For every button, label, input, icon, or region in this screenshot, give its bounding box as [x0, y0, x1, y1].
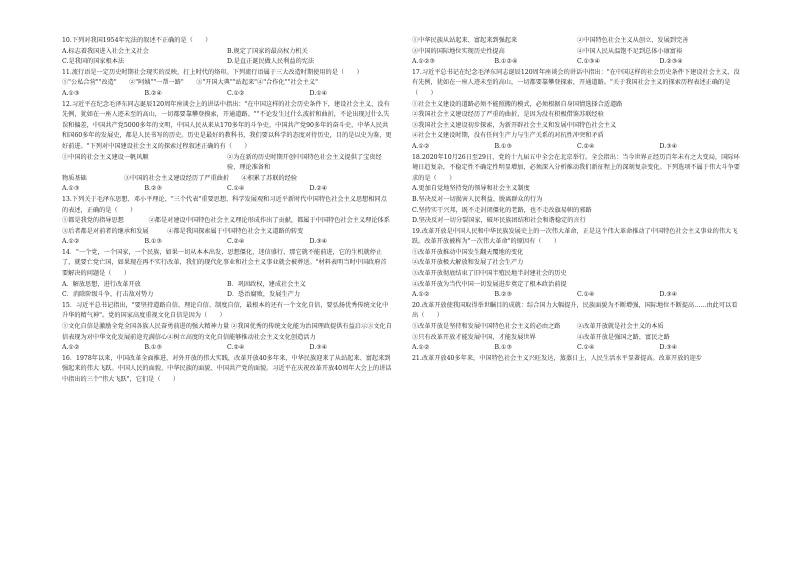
answer-options	[62, 237, 392, 248]
answer-options	[62, 89, 392, 100]
answer-option: C.①④	[227, 185, 245, 193]
answer-option: C.①④	[577, 291, 595, 299]
question-text: 14．"一个党，一个国家，一个民族，如果一切从本本出发，思想僵化，迷信盛行，那它就不能前进，它的生机就停止了，就要亡党亡国，如果现在再不实行改革，我们的现代化事业和社会主义事业就会被葬送。"材料表明当时中国政府首要解决的问题是（ ）	[62, 248, 387, 278]
right-column	[412, 36, 742, 364]
question-text: 17.习近平总书记在纪念毛泽东同志诞辰120周年座谈会的讲话中指出："在中国这样的社会历史条件下建设社会主义，没有先例，犹如在一座人迹未至的高山，一切都要靠攀登探索，开通道路。"关于我国社会主义的探索历程表述正确的是（ ）	[412, 68, 740, 97]
answer-option: C.是我国的国家根本法	[62, 58, 125, 66]
question-text: ①改革开放推动中国发生翻天覆地的变化	[412, 248, 524, 256]
answer-option: C.②④	[227, 344, 245, 352]
answer-option: D.①④	[309, 89, 328, 97]
answer-option: B.②④	[144, 89, 163, 97]
answer-options	[412, 343, 742, 354]
question-text: ④改革开放为当代中国一切发展进步奠定了根本政治前提	[412, 280, 567, 288]
question-text: ②我国社会主义建设经历了严重的曲折，是因为没有积极借鉴苏联经验	[412, 111, 604, 119]
answer-option: B.①②④	[494, 58, 518, 66]
answer-option: A.①②	[62, 238, 80, 246]
question-text: C.坚持实干兴邦，既不走封闭僵化的老路，也不走改旗易帜的邪路	[412, 206, 592, 214]
answer-option: D.②③④	[659, 58, 683, 66]
answer-option: B.②③	[494, 291, 513, 299]
answer-option: A．解放思想，进行改革开放	[62, 280, 141, 288]
answer-option: A.①②	[62, 344, 80, 352]
answer-option: ②改革开放就是社会主义的本质	[577, 323, 664, 331]
question-text: 13.下列关于毛泽东思想、邓小平理论、"三个代表"重要思想、科学发展观和习近平新时代中国特色社会主义思想相同点的表述，正确的是（ ）	[62, 195, 387, 214]
answer-options	[412, 290, 742, 301]
answer-options	[62, 280, 392, 291]
answer-option: B.①③	[494, 142, 513, 150]
answer-option: D.是直正诞民做人民利益的宪法	[227, 58, 315, 66]
question-text: ②改革开放极大解放和发展了社会生产力	[412, 259, 524, 267]
answer-option: C.①③④	[577, 58, 601, 66]
answer-option: ③只有改革开放才能发展中国，才能发展世界	[412, 333, 536, 341]
answer-option: ④改革开放是强国之路，富民之路	[577, 333, 670, 341]
answer-option: A.①③	[62, 89, 80, 97]
answer-option: C.②④	[577, 142, 595, 150]
answer-option: C.①④	[577, 344, 595, 352]
answer-options	[412, 142, 742, 153]
answer-options	[412, 47, 742, 58]
answer-options	[62, 290, 392, 301]
answer-option: ③中国的国际地位实现历史性提高	[412, 47, 505, 55]
answer-option: A.①②③	[412, 58, 436, 66]
answer-option: D.③④	[309, 344, 328, 352]
answer-option: C.②④	[227, 238, 245, 246]
answer-options	[412, 36, 742, 47]
answer-option: ①改革开放是坚持和发展中国特色社会主义的必由之路	[412, 323, 561, 331]
answer-option: A.①②	[412, 291, 430, 299]
answer-option: B.规定了国家的最高权力机关	[227, 47, 308, 55]
question-text: B.坚决反对一切损害人民利益、脱离群众的行为	[412, 195, 543, 203]
answer-option: D.③④	[659, 291, 678, 299]
question-text: 16．1978年以来，中国改革全面推进，对外开放的伟大实践，改革开放40多年来，中华民族迎来了从站起来、富起来到强起来的伟大飞跃。中国人民的面貌、中华民族的面貌、中国共产党的面貌。习近平在庆祝改革开放40周年大会上的讲话中指出的三个"伟大飞跃"，它们是（ ）	[62, 354, 392, 383]
answer-option: A.①③	[62, 185, 80, 193]
answer-option: A.①②	[412, 142, 430, 150]
question-text: 15．习近平总书记指出，"要坚持道路自信、理论自信、制度自信，最根本的还有一个文化自信，要弘扬优秀传统文化中升华的精气神"。党的国家高度重视文化自信是因为（ ）	[62, 301, 389, 320]
left-column	[62, 36, 403, 386]
question-text: 12.习近平在纪念毛泽东同志诞辰120周年座谈会上的讲话中指出："在中国这样的社会历史条件下，建设社会主义，没有先例，犹如在一座人迹未至的高山，一切都要靠攀登摸索，开通道路。""不论发生过什么波折和曲折，不论出现过什么失误和偏差，中国共产党5000多年的文明，中国人民从来从170多年的斗争史，中国共产党90多年的奋斗史，中华人民共和国60多年的发展史，都是人民书写的历史。历史是最好的教科书，我们要以科学的态度对待历史，目的是以史为鉴，更好前进。"下列对中国建设社会主义的探索过程叙述正确的有（ ）	[62, 100, 392, 150]
answer-option: ②中国特色社会主义从创立、发展到完善	[577, 37, 689, 44]
answer-option: A.标志着我国进入社会主义社会	[62, 47, 149, 55]
answer-option: D.③④	[309, 238, 328, 246]
question-text: ③我国社会主义建设初步探索，为新开辟社会主义和发展中国特色社会主义	[412, 121, 617, 129]
answer-option: D.③④	[659, 142, 678, 150]
question-text: 20.改革开放使我国取得举世瞩目的成就：综合国力大幅提升，民族面貌为不断增强，国际地位不断提高……由此可以看出（ ）	[412, 301, 738, 320]
question-text: A.更加自觉地坚持党的领导和社会主义制度	[412, 185, 530, 193]
answer-option: D.③④	[659, 344, 678, 352]
question-text: ④社会主义建设时期，没有任何生产力与生产关系的对抗性冲突和矛盾	[412, 132, 604, 140]
question-text: 21.改革开放40多年来，中国特色社会主义兴旺发达，蒸蒸日上，人民生活水平显著提高。改革开放的迎步	[412, 354, 702, 362]
question-text: ①文化自信是激励全党全国各族人民奋勇前进的强大精神力量 ②我国优秀的传统文化能为治国理政提供有益启示③文化自信表现为对中华文化发展前途充满信心④树立高度的文化自信能够推动社会主义文化创造活力	[62, 323, 392, 341]
answer-options	[412, 333, 742, 344]
question-text: 11.流行语是一定历史时期社会现实的反映，打上时代的烙印。下列流行语属于三大改造时期使用的是（ ）	[62, 68, 363, 76]
answer-options	[62, 57, 392, 68]
answer-option: B.②③	[144, 185, 163, 193]
question-text: ③改革开放彻底结束了旧中国半殖民地半封建社会的历史	[412, 270, 567, 278]
answer-option: B.①③	[144, 344, 163, 352]
answer-options	[412, 57, 742, 68]
answer-option: ①中国的社会主义建设一帆风顺	[62, 153, 149, 161]
answer-options	[62, 153, 392, 174]
question-text: 18.2020年10月26日至29日，党的十九届五中全会在北京举行。全会指出：当今世界正经历百年未有之大变局，国际环境日趋复杂，不稳定性不确定性明显增加，必须深入分析推动我们新征程上的深刻复杂变化。下列选项不属于伟大斗争要求的是（ ）	[412, 153, 740, 182]
answer-options	[62, 47, 392, 58]
answer-option: D.②④	[309, 185, 328, 193]
answer-option: D．恐治腐败，发展生产力	[227, 291, 301, 299]
answer-options	[62, 184, 392, 195]
answer-option: A.①②	[412, 344, 430, 352]
question-text: 10.下列对我国1954年宪法的叙述不正确的是（ ）	[62, 37, 212, 44]
answer-option: C.①②	[227, 89, 245, 97]
question-text: D.坚决反对一切分裂国家，破坏民族团结和社会和谐稳定的言行	[412, 217, 586, 225]
answer-option: ②为在新的历史时期开创中国特色社会主义提供了宝贵经验、理论准备和	[227, 153, 382, 172]
question-text: ①社会主义建设的道路必须不能照搬的模式，必须根据自身国情选择合适道路	[412, 100, 623, 108]
answer-option: B．巩固政权，建成社会主义	[227, 280, 306, 288]
question-text: 物质基础 ③中国的社会主义建设经历了严重曲折 ④积累了苏联的经验	[62, 174, 298, 182]
answer-option: ①中华民族从站起来、富起来到强起来	[412, 37, 518, 44]
question-text: 19.改革开放是中国人民和中华民族发展史上的一次伟大革命，正是这个伟大革命推动了中国特色社会主义事业的伟大飞跃。改革开放被称为"一次伟大革命"的原因有（ ）	[412, 227, 738, 246]
answer-option: B.①③	[144, 238, 163, 246]
question-text: ①都是我党的指导思想 ②都是对建设中国特色社会主义理论形成作出了贡献，都属于中国特色社会主义理论体系 ③后者都是对前者的继承和发展 ④都是我国探索属于中国特色社会主义道路的转变	[62, 217, 403, 235]
answer-options	[62, 343, 392, 354]
question-text: ①"公私合营""改造" ②"阿姨""一帮一路" ③"开国大典""站起来"④"合作化""社会主义"	[62, 79, 318, 87]
answer-option: B.①③	[494, 344, 513, 352]
answer-option: C．消除阶级斗争，打击敌对势力	[62, 291, 154, 299]
answer-options	[412, 322, 742, 333]
answer-option: ④中国人民从温饱不足到总体小康富裕	[577, 47, 683, 55]
